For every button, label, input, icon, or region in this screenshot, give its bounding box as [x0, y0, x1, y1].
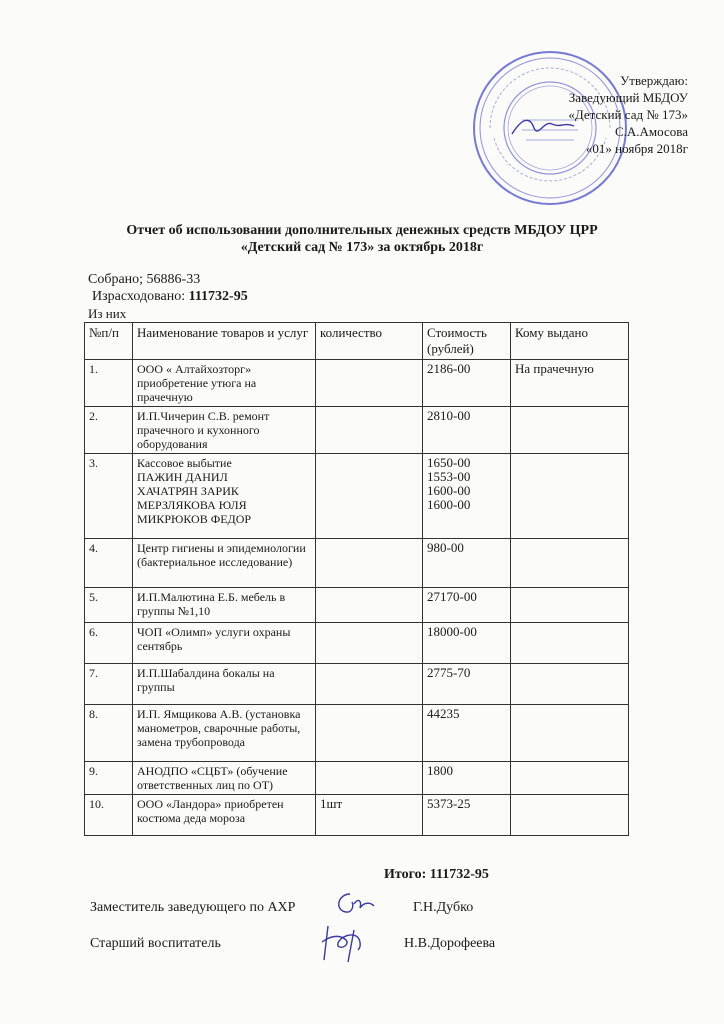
deputy-signature-row [90, 900, 510, 920]
cell-cost: 2810-00 [423, 407, 511, 454]
title-line-1: Отчет об использовании дополнительных денежных средств МБДОУ ЦРР [126, 223, 598, 238]
table-row [85, 454, 629, 539]
cell-recipient [511, 705, 629, 762]
cell-cost: 18000-00 [423, 623, 511, 664]
cell-num: 9. [85, 762, 133, 795]
cell-name: И.П. Ямщикова А.В. (установка манометров, сварочные работы, замена трубопровода [133, 705, 316, 762]
expenses-table [84, 322, 629, 836]
header-recipient: Кому выдано [511, 323, 629, 360]
cell-name-line: Кассовое выбытие [137, 456, 232, 470]
header-num: №п/п [85, 323, 133, 360]
cell-cost: 5373-25 [423, 795, 511, 836]
cell-qty [316, 539, 423, 588]
cell-name: Центр гигиены и эпидемиологии (бактериальное исследование) [133, 539, 316, 588]
table-row [85, 664, 629, 705]
of-them-text: Из них [88, 306, 127, 321]
cell-qty [316, 762, 423, 795]
table-row [85, 705, 629, 762]
approval-line: «Детский сад № 173» [568, 107, 688, 122]
table-row [85, 539, 629, 588]
deputy-signature [330, 888, 378, 920]
cell-qty [316, 623, 423, 664]
cell-cost: 1800 [423, 762, 511, 795]
cell-cost-line: 1600-00 [427, 497, 471, 512]
collected-text: Собрано; 56886-33 [88, 272, 201, 287]
approval-line: Утверждаю: [620, 73, 688, 88]
cell-name-line: МИКРЮКОВ ФЕДОР [137, 512, 252, 526]
cell-num: 1. [85, 360, 133, 407]
cell-cost [423, 454, 511, 539]
cell-cost: 980-00 [423, 539, 511, 588]
cell-recipient [511, 762, 629, 795]
cell-name: И.П.Малютина Е.Б. мебель в группы №1,10 [133, 588, 316, 623]
cell-name-line: ХАЧАТРЯН ЗАРИК [137, 484, 239, 498]
cell-cost: 2186-00 [423, 360, 511, 407]
deputy-title: Заместитель заведующего по АХР [90, 900, 296, 915]
spent-value: 111732-95 [188, 289, 248, 304]
cell-num: 10. [85, 795, 133, 836]
cell-recipient [511, 795, 629, 836]
cell-name-line: ПАЖИН ДАНИЛ [137, 470, 228, 484]
cell-num: 3. [85, 454, 133, 539]
cell-name: ООО « Алтайхозторг» приобретение утюга на прачечную [133, 360, 316, 407]
cell-name [133, 454, 316, 539]
cell-num: 6. [85, 623, 133, 664]
document-title [0, 222, 724, 256]
cell-recipient [511, 539, 629, 588]
cell-cost: 2775-70 [423, 664, 511, 705]
cell-qty [316, 664, 423, 705]
cell-recipient [511, 623, 629, 664]
approval-signature [508, 112, 578, 142]
header-name: Наименование товаров и услуг [133, 323, 316, 360]
table-row [85, 360, 629, 407]
cell-cost-line: 1650-00 [427, 455, 471, 470]
cell-name: ЧОП «Олимп» услуги охраны сентябрь [133, 623, 316, 664]
senior-signature-row [90, 936, 510, 956]
cell-cost: 44235 [423, 705, 511, 762]
table-row [85, 407, 629, 454]
cell-num: 2. [85, 407, 133, 454]
cell-qty [316, 360, 423, 407]
table-row [85, 623, 629, 664]
cell-num: 4. [85, 539, 133, 588]
cell-qty [316, 407, 423, 454]
table-row [85, 795, 629, 836]
cell-name-line: МЕРЗЛЯКОВА ЮЛЯ [137, 498, 247, 512]
cell-recipient [511, 588, 629, 623]
cell-name: АНОДПО «СЦБТ» (обучение ответственных лиц по ОТ) [133, 762, 316, 795]
cell-recipient [511, 407, 629, 454]
approval-date: «01» ноября 2018г [585, 141, 688, 156]
cell-num: 7. [85, 664, 133, 705]
cell-qty [316, 454, 423, 539]
senior-signature [318, 920, 368, 964]
cell-recipient [511, 454, 629, 539]
cell-cost-line: 1600-00 [427, 483, 471, 498]
cell-qty [316, 588, 423, 623]
title-line-2: «Детский сад № 173» за октябрь 2018г [240, 240, 484, 255]
table-row [85, 588, 629, 623]
approval-signature-line: С.А.Амосова [614, 124, 688, 139]
cell-cost: 27170-00 [423, 588, 511, 623]
cell-recipient: На прачечную [511, 360, 629, 407]
approval-line: Заведующий МБДОУ [568, 90, 688, 105]
senior-title: Старший воспитатель [90, 936, 221, 951]
table-header-row [85, 323, 629, 360]
cell-name: И.П.Чичерин С.В. ремонт прачечного и кухонного оборудования [133, 407, 316, 454]
cell-qty [316, 705, 423, 762]
senior-name: Н.В.Дорофеева [404, 936, 496, 951]
cell-num: 8. [85, 705, 133, 762]
header-qty: количество [316, 323, 423, 360]
summary-block [88, 271, 248, 322]
spent-label: Израсходовано: [92, 289, 186, 304]
cell-name: ООО «Ландора» приобретен костюма деда мороза [133, 795, 316, 836]
spent-row [88, 288, 248, 305]
table-row [85, 762, 629, 795]
cell-cost-line: 1553-00 [427, 469, 471, 484]
cell-name: И.П.Шабалдина бокалы на группы [133, 664, 316, 705]
cell-recipient [511, 664, 629, 705]
total-text: Итого: 111732-95 [384, 867, 489, 882]
deputy-name: Г.Н.Дубко [413, 900, 474, 915]
cell-qty: 1шт [316, 795, 423, 836]
cell-num: 5. [85, 588, 133, 623]
header-cost: Стоимость (рублей) [423, 323, 511, 360]
